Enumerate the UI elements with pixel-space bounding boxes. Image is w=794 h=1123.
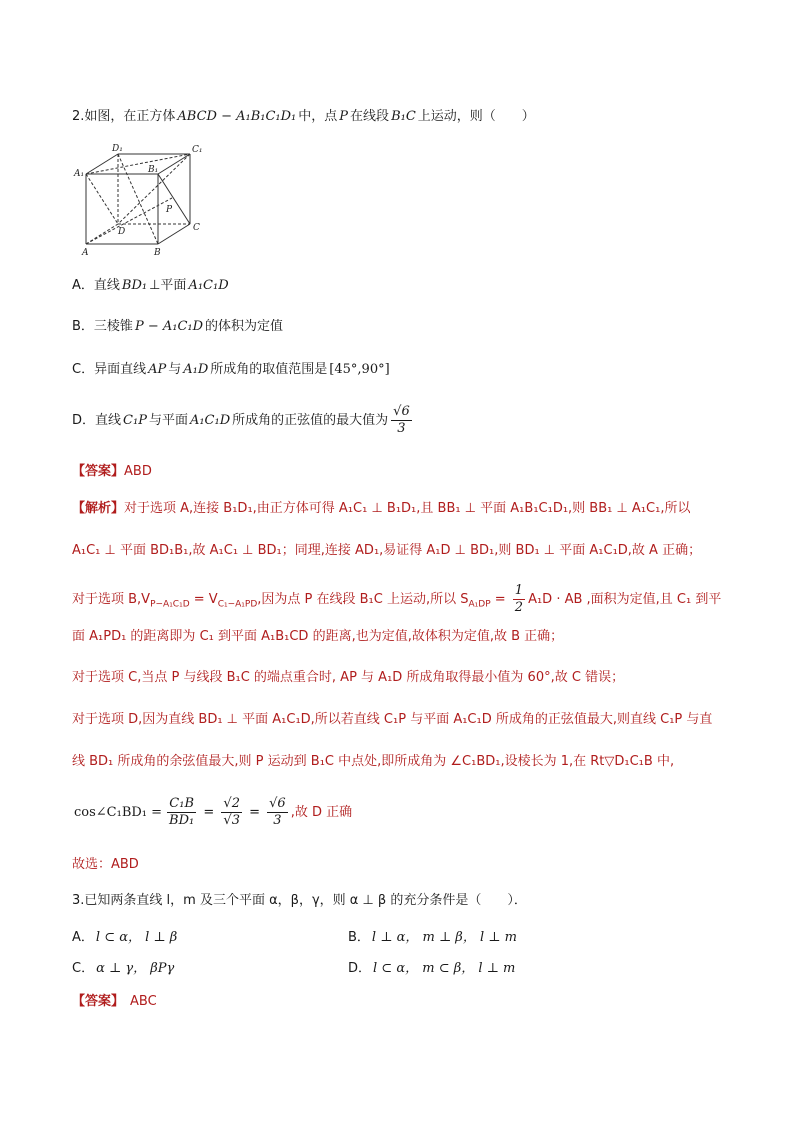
fraction-denominator: √3 — [223, 813, 240, 828]
option-text: 与平面 — [148, 413, 188, 428]
option-math: l ⊂ α， m ⊂ β， l ⊥ m — [373, 961, 516, 976]
q2-option-c — [72, 361, 392, 379]
analysis-text: = V — [189, 592, 218, 607]
option-math: A₁C₁D — [189, 413, 231, 428]
fraction-denominator: 3 — [397, 421, 406, 436]
cos-fraction-3 — [267, 796, 288, 829]
subscript: C₁−A₁PD — [217, 599, 258, 610]
option-letter: C． — [72, 961, 95, 976]
cos-fraction-2 — [221, 796, 242, 829]
cos-fraction-1 — [167, 796, 196, 829]
analysis-text: 对于选项 B,V — [72, 592, 151, 607]
option-letter: A． — [72, 930, 94, 945]
q2-stem-mid: 中，点 — [298, 109, 338, 124]
cube-figure — [72, 140, 212, 258]
label-b1: B₁ — [148, 165, 159, 175]
cos-conclusion: ,故 D 正确 — [290, 805, 353, 820]
option-text: 三棱锥 — [93, 319, 133, 334]
q2-analysis-line-4 — [72, 628, 563, 646]
option-text: 所成角的正弦值的最大值为 — [232, 413, 389, 428]
fraction-denominator: 2 — [514, 600, 524, 615]
fraction-numerator: √2 — [223, 796, 240, 811]
option-letter: B． — [72, 319, 94, 334]
analysis-text: 对于选项 A,连接 B₁D₁,由正方体可得 A₁C₁ ⊥ B₁D₁,且 BB₁ ⊥ 平面 A₁B₁C₁D₁,则 BB₁ ⊥ A₁C₁,所以 — [124, 501, 691, 516]
option-letter: A． — [72, 278, 94, 293]
answer-label: 【答案】 — [72, 994, 125, 1009]
q3-answer — [72, 993, 157, 1011]
option-text: 异面直线 — [94, 362, 147, 377]
edge-b1-c1 — [158, 154, 190, 174]
option-letter: B． — [348, 930, 370, 945]
option-letter: D． — [72, 413, 96, 428]
equals-sign: = — [199, 805, 219, 820]
label-a: A — [82, 248, 89, 258]
q2-stem-suffix: 上运动，则（ ） — [417, 109, 535, 124]
analysis-text: A₁C₁ ⊥ 平面 BD₁B₁,故 A₁C₁ ⊥ BD₁；同理,连接 AD₁,易证得 A₁D ⊥ BD₁,则 BD₁ ⊥ 平面 A₁C₁D,故 A 正确； — [72, 543, 702, 558]
option-math: [45°,90°] — [329, 362, 390, 377]
fraction-numerator: C₁B — [167, 796, 196, 813]
choose-text: 故选：ABD — [72, 857, 139, 872]
option-letter: D． — [348, 961, 372, 976]
fraction-denominator: BD₁ — [169, 813, 195, 828]
q2-choose — [72, 856, 139, 874]
q2-analysis-line-5 — [72, 669, 624, 687]
option-text: 与 — [168, 362, 182, 377]
subscript: P−A₁C₁D — [150, 599, 190, 610]
q2-analysis-line-7 — [72, 753, 674, 771]
option-text: 直线 — [95, 413, 122, 428]
q2-analysis-line-2 — [72, 542, 701, 560]
seg-a-p — [86, 198, 172, 244]
answer-value: ABC — [130, 994, 157, 1009]
q2-option-b — [72, 318, 283, 336]
q2-stem-mid2: 在线段 — [350, 109, 390, 124]
analysis-text: 线 BD₁ 所成角的余弦值最大,则 P 运动到 B₁C 中点处,即所成角为 ∠C₁BD₁,设棱长为 1,在 Rt▽D₁C₁B 中, — [72, 754, 675, 769]
answer-label: 【答案】 — [72, 464, 125, 479]
option-text: 的体积为定值 — [205, 319, 284, 334]
option-text: ⊥平面 — [149, 278, 187, 293]
analysis-text: A₁D · AB ,面积为定值,且 C₁ 到平 — [528, 592, 722, 607]
label-b: B — [154, 248, 161, 258]
label-c: C — [193, 223, 200, 233]
cos-expression: cos∠C₁BD₁ = — [74, 805, 163, 820]
fraction-denominator: 3 — [273, 813, 282, 828]
analysis-text: ,因为点 P 在线段 B₁C 上运动,所以 S — [257, 592, 469, 607]
q2-option-a — [72, 277, 231, 295]
option-math: l ⊂ α， l ⊥ β — [95, 930, 178, 945]
option-letter: C． — [72, 362, 95, 377]
q2-analysis-line-3 — [72, 583, 721, 616]
option-math: l ⊥ α， m ⊥ β， l ⊥ m — [371, 930, 517, 945]
analysis-text: 对于选项 C,当点 P 与线段 B₁C 的端点重合时, AP 与 A₁D 所成角取得最小值为 60°,故 C 错误； — [72, 670, 625, 685]
label-a1: A₁ — [74, 169, 85, 179]
q2-stem-cube: ABCD − A₁B₁C₁D₁ — [177, 109, 297, 124]
q3-option-b — [348, 929, 519, 947]
diag-a1-d — [86, 174, 118, 224]
option-math: AP — [148, 362, 167, 377]
q2-stem-seg: B₁C — [391, 109, 416, 124]
fraction-numerator: √6 — [393, 404, 410, 419]
analysis-text: 对于选项 D,因为直线 BD₁ ⊥ 平面 A₁C₁D,所以若直线 C₁P 与平面 A₁C₁D 所成角的正弦值最大,则直线 C₁P 与直 — [72, 712, 713, 727]
label-d1: D₁ — [112, 144, 123, 154]
q2-answer — [72, 463, 152, 481]
option-math: BD₁ — [121, 278, 148, 293]
q2-analysis-line-6 — [72, 711, 712, 729]
analysis-label: 【解析】 — [72, 501, 125, 516]
q2-stem-prefix: 2.如图，在正方体 — [72, 109, 176, 124]
option-math: P − A₁C₁D — [134, 319, 204, 334]
equals-sign: = — [244, 805, 265, 820]
fraction-numerator: 1 — [514, 583, 524, 598]
label-c1: C₁ — [192, 145, 203, 155]
q2-stem-p: P — [339, 109, 349, 124]
q3-option-a — [72, 929, 179, 947]
q3-stem — [72, 892, 527, 910]
option-math: A₁C₁D — [188, 278, 229, 293]
analysis-text: = — [490, 592, 510, 607]
q2-analysis-line-1 — [72, 500, 690, 518]
edge-b-c — [158, 224, 190, 244]
fraction-numerator: √6 — [269, 796, 286, 811]
q2-cos-line — [72, 796, 352, 829]
label-d: D — [118, 227, 126, 237]
q2-stem — [72, 108, 535, 126]
option-text: 所成角的取值范围是 — [210, 362, 328, 377]
label-p: P — [166, 205, 173, 215]
answer-value: ABD — [124, 464, 152, 479]
option-math: α ⊥ γ， βPγ — [96, 961, 175, 976]
option-math: A₁D — [183, 362, 209, 377]
q3-option-d — [348, 960, 517, 978]
q3-stem-text: 3.已知两条直线 l，m 及三个平面 α，β，γ，则 α ⊥ β 的充分条件是（ ）． — [72, 893, 527, 908]
option-math: C₁P — [123, 413, 147, 428]
analysis-text: 面 A₁PD₁ 的距离即为 C₁ 到平面 A₁B₁CD 的距离,也为定值,故体积为定值,故 B 正确； — [72, 629, 564, 644]
option-text: 直线 — [93, 278, 120, 293]
half-fraction — [513, 583, 525, 616]
q2-option-d — [72, 404, 415, 437]
subscript: A₁DP — [468, 599, 491, 610]
option-d-fraction — [391, 404, 412, 437]
diag-b1-c — [158, 174, 190, 224]
q3-option-c — [72, 960, 176, 978]
